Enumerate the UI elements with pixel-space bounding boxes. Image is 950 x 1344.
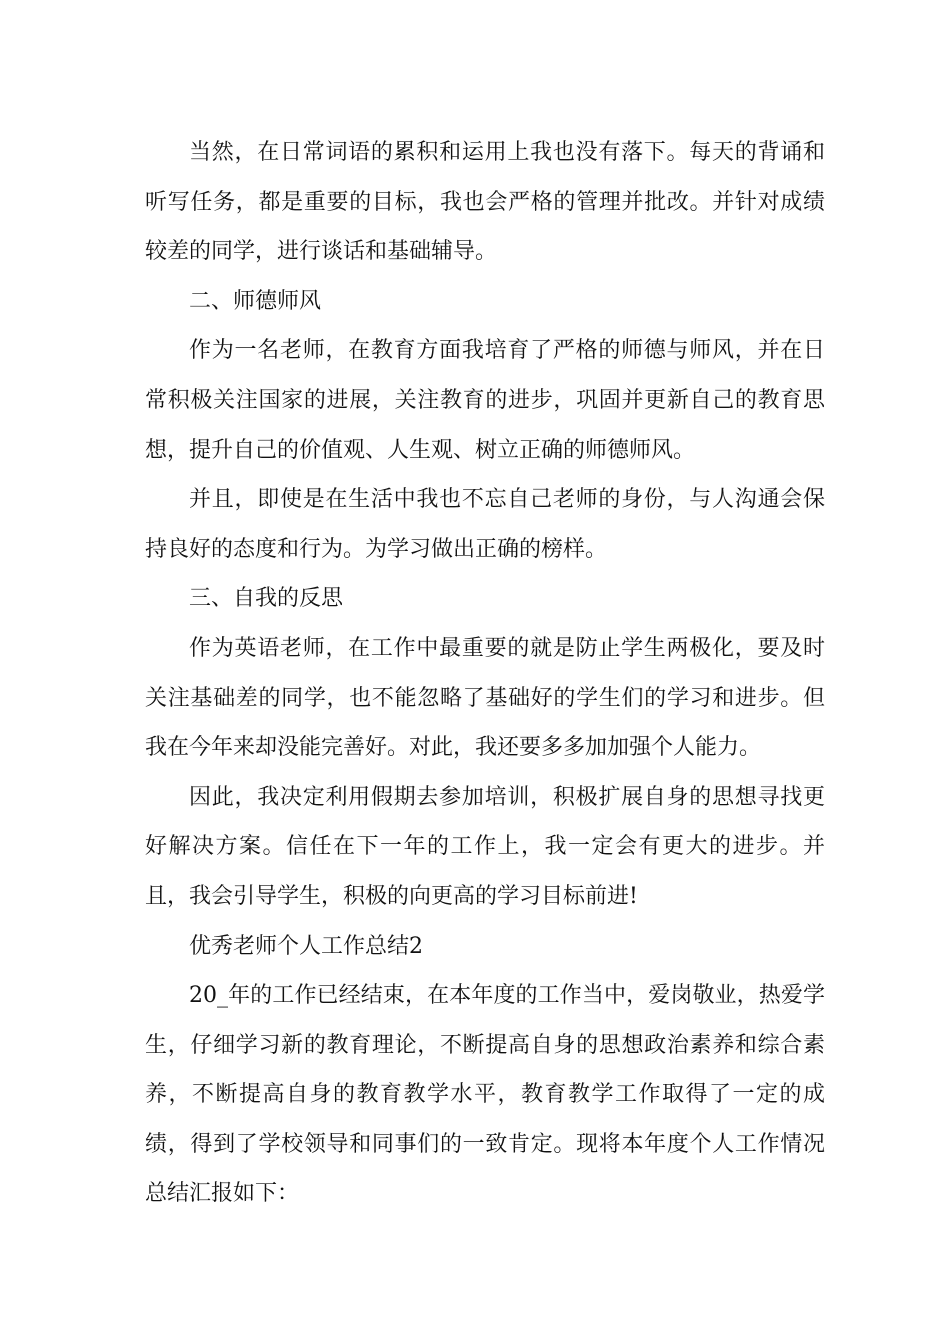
section-heading-summary-2: 优秀老师个人工作总结2	[189, 933, 423, 959]
section-heading-ethics: 二、师德师风	[189, 288, 322, 314]
paragraph-ethics: 作为一名老师，在教育方面我培育了严格的师德与师风，并在日常积极关注国家的进展，关注教育的进步，巩固并更新自己的教育思想，提升自己的价值观、人生观、树立正确的师德师风。	[145, 338, 825, 463]
paragraph-role-model: 并且，即使是在生活中我也不忘自己老师的身份，与人沟通会保持良好的态度和行为。为学习做出正确的榜样。	[145, 487, 825, 562]
paragraph-training-plan: 因此，我决定利用假期去参加培训，积极扩展自身的思想寻找更好解决方案。信任在下一年的工作上，我一定会有更大的进步。并且，我会引导学生，积极的向更高的学习目标前进!	[145, 784, 825, 909]
paragraph-summary-intro: 20_年的工作已经结束，在本年度的工作当中，爱岗敬业，热爱学生，仔细学习新的教育理论，不断提高自身的思想政治素养和综合素养，不断提高自身的教育教学水平，教育教学工作取得了一定的成绩，得到了学校领导和同事们的一致肯定。现将本年度个人工作情况总结汇报如下：	[145, 983, 825, 1207]
document-body	[145, 128, 825, 1219]
paragraph-reflection: 作为英语老师，在工作中最重要的就是防止学生两极化，要及时关注基础差的同学，也不能忽略了基础好的学生们的学习和进步。但我在今年来却没能完善好。对此，我还要多多加加强个人能力。	[145, 635, 825, 761]
paragraph-daily-vocabulary: 当然，在日常词语的累积和运用上我也没有落下。每天的背诵和听写任务，都是重要的目标，我也会严格的管理并批改。并针对成绩较差的同学，进行谈话和基础辅导。	[145, 140, 825, 265]
section-heading-reflection: 三、自我的反思	[189, 586, 344, 612]
